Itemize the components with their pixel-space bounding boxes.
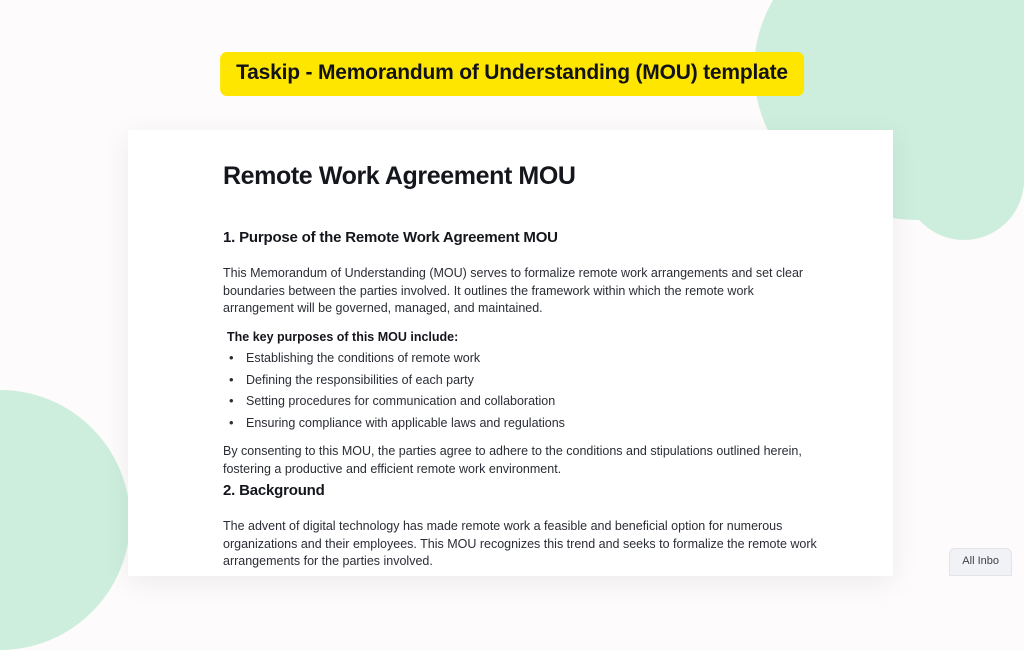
list-item: • Establishing the conditions of remote work (223, 350, 819, 372)
all-inbox-widget[interactable]: All Inbo (949, 548, 1012, 576)
section-1-lead-in: The key purposes of this MOU include: (227, 329, 459, 344)
list-item: • Ensuring compliance with applicable laws and regulations (223, 415, 819, 437)
document-sheet (128, 130, 893, 576)
section-1-closing-paragraph: By consenting to this MOU, the parties agree to adhere to the conditions and stipulations outlined herein, fostering a productive and efficient remote work environment. (223, 444, 802, 476)
page-title-banner: Taskip - Memorandum of Understanding (MOU) template (220, 52, 804, 96)
background-blob-mid-right (904, 120, 1024, 240)
section-1-paragraph: This Memorandum of Understanding (MOU) serves to formalize remote work arrangements and set clear boundaries between the parties involved. It outlines the framework within which the remote work arrangement will be governed, managed, and maintained. (223, 266, 804, 315)
section-1-bullet-list (223, 350, 819, 436)
list-item: • Defining the responsibilities of each party (223, 372, 819, 394)
document-title: Remote Work Agreement MOU (223, 162, 576, 190)
section-1-heading: 1. Purpose of the Remote Work Agreement MOU (223, 229, 558, 246)
section-2-heading: 2. Background (223, 482, 325, 499)
background-blob-bottom-left (0, 390, 130, 650)
document-content (128, 130, 893, 571)
section-2-paragraph: The advent of digital technology has made remote work a feasible and beneficial option for numerous organizations and their employees. This MOU recognizes this trend and seeks to formalize the remote work arrangements for the parties involved. (223, 519, 817, 568)
list-item: • Setting procedures for communication and collaboration (223, 393, 819, 415)
